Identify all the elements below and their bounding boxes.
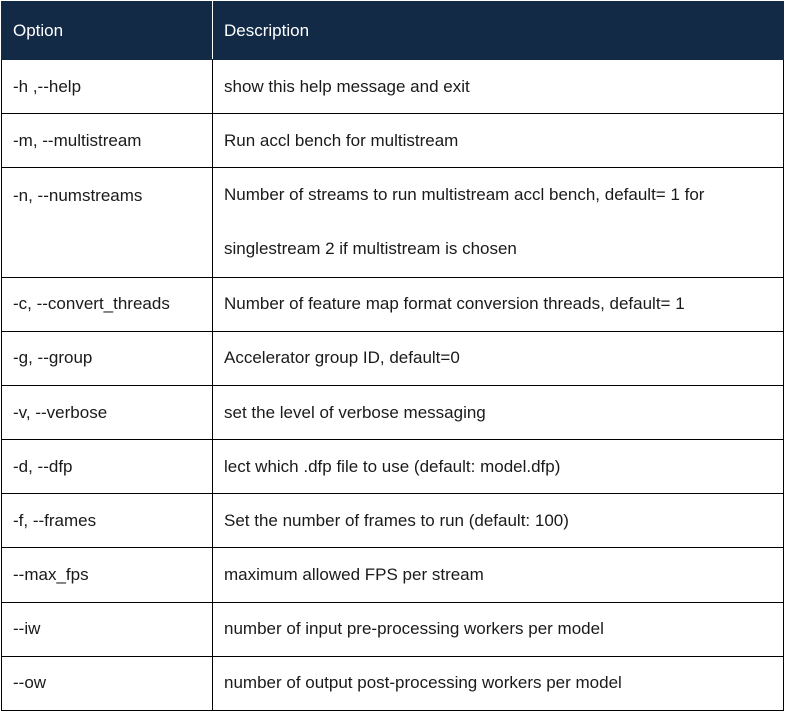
option-cell: -h ,--help bbox=[2, 60, 213, 114]
header-row bbox=[2, 2, 784, 60]
description-cell: maximum allowed FPS per stream bbox=[213, 548, 784, 602]
option-cell: -c, --convert_threads bbox=[2, 277, 213, 331]
option-cell: -f, --frames bbox=[2, 494, 213, 548]
option-cell: -d, --dfp bbox=[2, 440, 213, 494]
description-cell: Number of feature map format conversion threads, default= 1 bbox=[213, 277, 784, 331]
table-row bbox=[2, 602, 784, 656]
description-cell: number of output post-processing workers per model bbox=[213, 656, 784, 710]
table-row bbox=[2, 277, 784, 331]
description-cell: Run accl bench for multistream bbox=[213, 114, 784, 168]
option-cell: -n, --numstreams bbox=[2, 168, 213, 277]
description-cell: lect which .dfp file to use (default: model.dfp) bbox=[213, 440, 784, 494]
options-table bbox=[1, 1, 784, 711]
option-cell: -g, --group bbox=[2, 331, 213, 385]
table-row bbox=[2, 168, 784, 277]
description-cell: show this help message and exit bbox=[213, 60, 784, 114]
table-row bbox=[2, 656, 784, 710]
column-header-option: Option bbox=[2, 2, 213, 60]
description-cell: Number of streams to run multistream accl bench, default= 1 for singlestream 2 if multistream is chosen bbox=[213, 168, 784, 277]
table-row bbox=[2, 331, 784, 385]
table-row bbox=[2, 60, 784, 114]
option-cell: --ow bbox=[2, 656, 213, 710]
table-row bbox=[2, 548, 784, 602]
option-cell: -v, --verbose bbox=[2, 385, 213, 439]
option-cell: --max_fps bbox=[2, 548, 213, 602]
description-cell: Accelerator group ID, default=0 bbox=[213, 331, 784, 385]
table-row bbox=[2, 385, 784, 439]
column-header-description: Description bbox=[213, 2, 784, 60]
description-cell: Set the number of frames to run (default: 100) bbox=[213, 494, 784, 548]
table-row bbox=[2, 440, 784, 494]
table-row bbox=[2, 494, 784, 548]
description-cell: number of input pre-processing workers per model bbox=[213, 602, 784, 656]
option-cell: --iw bbox=[2, 602, 213, 656]
description-cell: set the level of verbose messaging bbox=[213, 385, 784, 439]
table-row bbox=[2, 114, 784, 168]
option-cell: -m, --multistream bbox=[2, 114, 213, 168]
